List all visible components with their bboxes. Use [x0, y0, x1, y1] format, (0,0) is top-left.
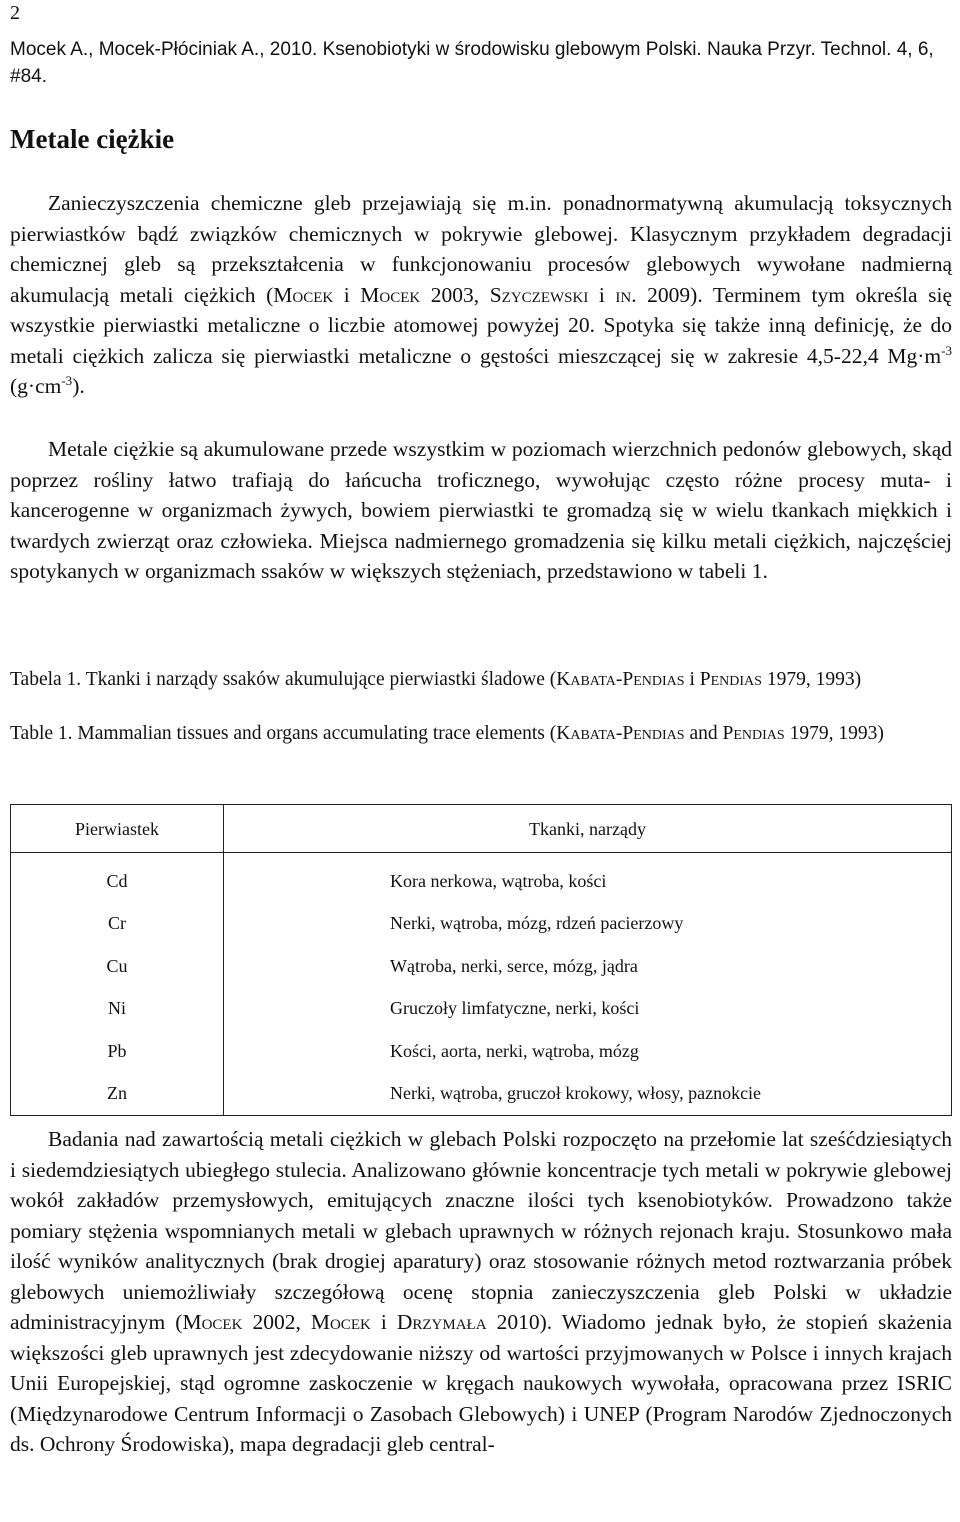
reference-author: Mocek	[273, 282, 334, 307]
table-row	[11, 903, 952, 946]
reference-author: Kabata-Pendias	[556, 723, 685, 744]
text-run: i	[370, 1310, 397, 1334]
table-row	[11, 988, 952, 1031]
text-run: (g·cm	[10, 374, 62, 398]
cell-tissues: Kora nerkowa, wątroba, kości	[224, 853, 952, 903]
citation: Mocek A., Mocek-Płóciniak A., 2010. Ksenobiotyki w środowisku glebowym Polski. Nauka Przyr. Technol. 4, 6, #84.	[10, 39, 934, 87]
reference-author: Kabata-Pendias	[556, 669, 685, 690]
cell-tissues: Gruczoły limfatyczne, nerki, kości	[224, 988, 952, 1031]
cell-element: Cu	[11, 945, 224, 988]
reference-author: Mocek	[310, 1310, 371, 1334]
text-run: i	[588, 282, 616, 307]
text-run: and	[684, 723, 723, 744]
cell-tissues: Wątroba, nerki, serce, mózg, jądra	[224, 945, 952, 988]
table-caption-en	[10, 720, 952, 747]
text-run: Zanieczyszczenia chemiczne gleb przejawiają się m.in. ponadnormatywną akumulacją toksycznych pierwiastków bądź związków chemicznych w pokrywie glebowej. Klasycznym przykładem degradacji chemicznej gleb są przekształcenia w funkcjonowaniu procesów glebowych wywołane nadmierną akumulacją metali ciężkich (	[10, 191, 952, 307]
text-run: Badania nad zawartością metali ciężkich w glebach Polski rozpoczęto na przełomie lat sześćdziesiątych i siedemdziesiątych ubiegłego stulecia. Analizowano głównie koncentracje tych metali w pokrywie glebowej wokół zakładów przemysłowych, emitujących znaczne ilości tych ksenobiotyków. Prowadzono także pomiary stężenia wspomnianych metali w glebach uprawnych w różnych rejonach kraju. Stosunkowo mała ilość wyników analitycznych (brak drogiej aparatury) oraz stosowanie różnych metod roztwarzania próbek glebowych uniemożliwiały szczegółową ocenę stopnia zanieczyszczenia gleb Polski w układzie administracyjnym (	[10, 1127, 952, 1334]
text-run: Tabela 1. Tkanki i narządy ssaków akumulujące pierwiastki śladowe (	[10, 669, 557, 690]
reference-author: Mocek	[182, 1310, 243, 1334]
cell-element: Pb	[11, 1030, 224, 1073]
cell-tissues: Kości, aorta, nerki, wątroba, mózg	[224, 1030, 952, 1073]
text-run: 2010). Wiadomo jednak było, że stopień skażenia większości gleb uprawnych jest zdecydowanie niższy od wartości przyjmowanych w Polsce i innych krajach Unii Europejskiej, stąd ogromne zaskoczenie w kręgach naukowych wywołała, opracowana przez ISRIC (Międzynarodowe Centrum Informacji o Zasobach Glebowych) i UNEP (Program Narodów Zjednoczonych ds. Ochrony Środowiska), mapa degradacji gleb central-	[10, 1310, 952, 1456]
cell-element: Zn	[11, 1073, 224, 1116]
text-run: 2003,	[420, 282, 490, 307]
reference-author: Pendias	[699, 669, 762, 690]
page-number: 2	[10, 2, 20, 24]
cell-tissues: Nerki, wątroba, mózg, rdzeń pacierzowy	[224, 903, 952, 946]
paragraph-1	[10, 188, 952, 402]
table-header-row	[11, 805, 952, 853]
header-tissues: Tkanki, narządy	[224, 805, 952, 853]
paragraph-2: Metale ciężkie są akumulowane przede wszystkim w poziomach wierzchnich pedonów glebowych, skąd poprzez rośliny łatwo trafiają do łańcucha troficznego, wywołując często różne procesy muta- i kancerogenne w organizmach żywych, bowiem pierwiastki te gromadzą się w wielu tkankach miękkich i twardych zwierząt oraz człowieka. Miejsca nadmiernego gromadzenia się kilku metali ciężkich, najczęściej spotykanych w organizmach ssaków w większych stężeniach, przedstawiono w tabeli 1.	[10, 437, 952, 583]
reference-author: Szyczewski	[489, 282, 589, 307]
table-row	[11, 853, 952, 903]
table-row	[11, 1030, 952, 1073]
header-element: Pierwiastek	[11, 805, 224, 853]
section-heading: Metale ciężkie	[10, 124, 175, 154]
text-run: i	[333, 282, 361, 307]
cell-element: Ni	[11, 988, 224, 1031]
reference-author: Pendias	[722, 723, 785, 744]
cell-element: Cr	[11, 903, 224, 946]
text-run: i	[684, 669, 700, 690]
text-run: ).	[72, 374, 85, 398]
text-run: 1979, 1993)	[784, 723, 884, 744]
cell-element: Cd	[11, 853, 224, 903]
text-run: Table 1. Mammalian tissues and organs accumulating trace elements (	[10, 723, 557, 744]
superscript: -3	[61, 372, 73, 388]
table-row	[11, 945, 952, 988]
cell-tissues: Nerki, wątroba, gruczoł krokowy, włosy, paznokcie	[224, 1073, 952, 1116]
data-table	[10, 804, 952, 1116]
reference-author: Mocek	[360, 282, 421, 307]
paragraph-3	[10, 1124, 952, 1460]
text-run: 1979, 1993)	[761, 669, 862, 690]
reference-author: in.	[615, 282, 637, 307]
table-row	[11, 1073, 952, 1116]
text-run: 2002,	[242, 1310, 311, 1334]
reference-author: Drzymała	[396, 1310, 487, 1334]
superscript: -3	[941, 342, 952, 358]
text-run: 2009). Terminem tym określa się wszystkie pierwiastki metaliczne o liczbie atomowej powyżej 20. Spotyka się także inną definicję, że do metali ciężkich zalicza się pierwiastki metaliczne o gęstości mieszczącej się w zakresie 4,5-22,4 Mg·m	[10, 282, 952, 368]
table-caption-pl	[10, 666, 952, 693]
